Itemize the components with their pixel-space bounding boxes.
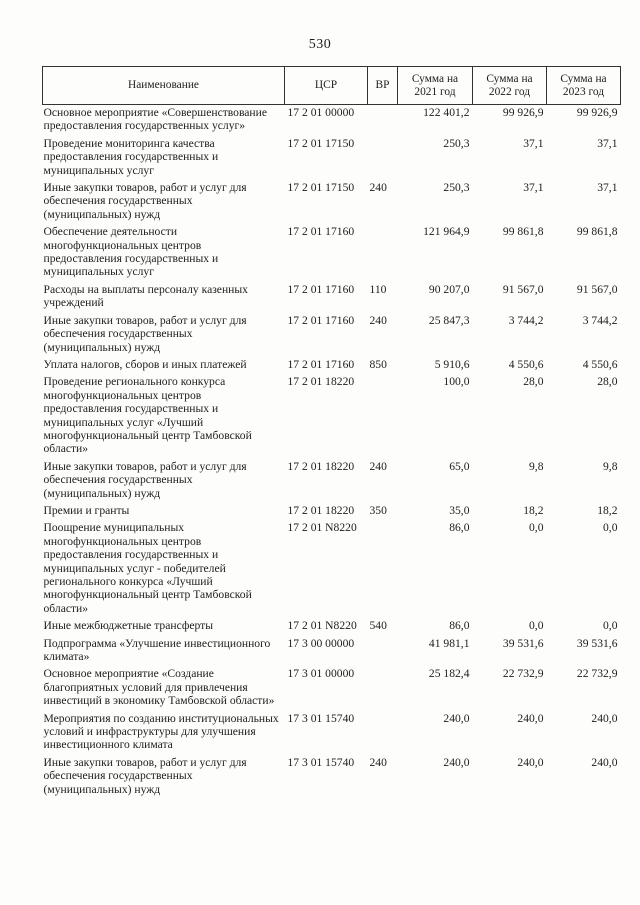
row-2021-amount: 65,0 (449, 459, 470, 473)
row-name: Премии и гранты (43, 503, 130, 517)
table-row (43, 708, 621, 752)
row-csr: 17 2 01 18220 (287, 459, 355, 473)
row-name: Иные закупки товаров, работ и услуг для обеспечения государственных (муниципальных) нужд (43, 181, 247, 221)
row-csr: 17 3 01 15740 (287, 755, 355, 769)
row-csr: 17 2 01 N8220 (287, 521, 357, 535)
row-csr: 17 2 01 17160 (287, 282, 355, 296)
row-2023-amount: 3 744,2 (582, 313, 618, 327)
row-2021-amount: 250,3 (443, 136, 470, 150)
row-2021-amount: 35,0 (449, 503, 470, 517)
row-2021-amount: 100,0 (443, 375, 470, 389)
row-csr: 17 2 01 N8220 (287, 619, 357, 633)
row-2022-amount: 37,1 (523, 181, 544, 195)
row-2022-amount: 28,0 (523, 375, 544, 389)
row-name: Уплата налогов, сборов и иных платежей (43, 357, 247, 371)
row-2023-amount: 240,0 (591, 755, 618, 769)
row-name: Основное мероприятие «Создание благоприятных условий для привлечения инвестиций в экономику Тамбовской области» (43, 667, 275, 708)
row-vr: 850 (369, 357, 387, 371)
row-vr (368, 663, 398, 707)
row-2021-amount: 121 964,9 (423, 225, 470, 239)
row-vr (368, 105, 398, 133)
row-2023-amount: 22 732,9 (576, 667, 618, 681)
row-2023-amount: 240,0 (591, 711, 618, 725)
table-row (43, 517, 621, 615)
row-2023-amount: 37,1 (597, 181, 618, 195)
row-2021-amount: 240,0 (443, 711, 470, 725)
table-row (43, 663, 621, 707)
row-vr (368, 633, 398, 664)
table-row (43, 500, 621, 517)
row-2022-amount: 39 531,6 (502, 636, 544, 650)
row-2021-amount: 5 910,6 (434, 357, 470, 371)
row-2022-amount: 99 861,8 (502, 225, 544, 239)
row-2022-amount: 3 744,2 (508, 313, 544, 327)
row-2022-amount: 22 732,9 (502, 667, 544, 681)
row-2023-amount: 4 550,6 (582, 357, 618, 371)
row-csr: 17 2 01 00000 (287, 106, 355, 119)
header-2021 (398, 67, 473, 105)
row-2021-amount: 240,0 (443, 755, 470, 769)
row-vr (368, 133, 398, 177)
row-2023-amount: 28,0 (597, 375, 618, 389)
row-vr: 350 (369, 503, 387, 517)
row-2023-amount: 0,0 (603, 619, 618, 633)
row-csr: 17 2 01 17160 (287, 225, 355, 239)
row-2022-amount: 240,0 (517, 755, 544, 769)
header-2022-line2: 2022 год (488, 85, 531, 98)
row-csr: 17 3 01 00000 (287, 667, 355, 681)
row-vr: 240 (369, 313, 387, 327)
row-vr: 240 (369, 459, 387, 473)
row-name: Поощрение муниципальных многофункциональных центров предоставления государственных и муниципальных услуг - победителей регионального конкурса «Лучший многофункциональный центр Тамбовской области» (43, 521, 252, 615)
row-2021-amount: 25 847,3 (428, 313, 470, 327)
row-vr (368, 517, 398, 615)
budget-table (42, 66, 621, 796)
table-header (43, 67, 621, 105)
row-csr: 17 2 01 18220 (287, 375, 355, 389)
table-row (43, 371, 621, 455)
row-vr: 110 (369, 282, 387, 296)
row-vr (368, 708, 398, 752)
row-2022-amount: 99 926,9 (502, 106, 544, 119)
row-csr: 17 2 01 17150 (287, 136, 355, 150)
table-row (43, 279, 621, 310)
header-name: Наименование (43, 67, 285, 105)
row-name: Иные закупки товаров, работ и услуг для обеспечения государственных (муниципальных) нужд (43, 459, 247, 500)
row-2021-amount: 86,0 (449, 619, 470, 633)
row-2022-amount: 0,0 (529, 521, 544, 535)
header-2021-line1: Сумма на (411, 72, 459, 85)
row-2021-amount: 41 981,1 (428, 636, 470, 650)
row-name: Основное мероприятие «Совершенствование предоставления государственных услуг» (43, 106, 267, 133)
row-2022-amount: 240,0 (517, 711, 544, 725)
row-csr: 17 2 01 17150 (287, 181, 355, 195)
row-2021-amount: 25 182,4 (428, 667, 470, 681)
header-2023-line2: 2023 год (562, 85, 605, 98)
row-2023-amount: 0,0 (603, 521, 618, 535)
row-2022-amount: 91 567,0 (502, 282, 544, 296)
row-csr: 17 2 01 17160 (287, 313, 355, 327)
row-2023-amount: 9,8 (603, 459, 618, 473)
row-name: Проведение мониторинга качества предоставления государственных и муниципальных услуг (43, 136, 219, 177)
table-row (43, 105, 621, 133)
row-2022-amount: 18,2 (523, 503, 544, 517)
row-name: Проведение регионального конкурса многофункциональных центров предоставления государственных и муниципальных услуг «Лучший многофункциональный центр Тамбовской области» (43, 375, 252, 456)
row-2022-amount: 4 550,6 (508, 357, 544, 371)
row-2022-amount: 9,8 (529, 459, 544, 473)
row-2021-amount: 250,3 (443, 181, 470, 195)
row-2023-amount: 99 926,9 (576, 106, 618, 119)
table-row (43, 221, 621, 279)
row-csr: 17 2 01 18220 (287, 503, 355, 517)
row-name: Иные межбюджетные трансферты (43, 619, 214, 633)
table-row (43, 133, 621, 177)
row-vr (368, 371, 398, 455)
row-name: Мероприятия по созданию институциональных условий и инфраструктуры для улучшения инвестиционного климата (43, 711, 279, 752)
row-vr: 240 (369, 181, 387, 195)
row-name: Обеспечение деятельности многофункциональных центров предоставления государственных и муниципальных услуг (43, 225, 219, 279)
row-2021-amount: 122 401,2 (423, 106, 470, 119)
header-2023 (547, 67, 621, 105)
row-2021-amount: 90 207,0 (428, 282, 470, 296)
table-row (43, 456, 621, 500)
table-row (43, 615, 621, 632)
row-2023-amount: 99 861,8 (576, 225, 618, 239)
row-vr: 240 (369, 755, 387, 769)
row-name: Иные закупки товаров, работ и услуг для обеспечения государственных (муниципальных) нужд (43, 313, 247, 354)
row-csr: 17 3 01 15740 (287, 711, 355, 725)
header-2022 (473, 67, 547, 105)
row-name: Иные закупки товаров, работ и услуг для обеспечения государственных (муниципальных) нужд (43, 755, 247, 796)
row-name: Расходы на выплаты персоналу казенных учреждений (43, 282, 248, 310)
row-vr (368, 221, 398, 279)
budget-table-container (42, 66, 620, 796)
row-csr: 17 3 00 00000 (287, 636, 355, 650)
row-csr: 17 2 01 17160 (287, 357, 355, 371)
row-2023-amount: 91 567,0 (576, 282, 618, 296)
row-2022-amount: 0,0 (529, 619, 544, 633)
row-2023-amount: 39 531,6 (576, 636, 618, 650)
row-2023-amount: 18,2 (597, 503, 618, 517)
table-row (43, 633, 621, 664)
table-row (43, 310, 621, 354)
header-2023-line1: Сумма на (560, 72, 607, 85)
table-row (43, 177, 621, 221)
row-name: Подпрограмма «Улучшение инвестиционного климата» (43, 636, 271, 664)
header-2022-line1: Сумма на (486, 72, 533, 85)
row-vr: 540 (369, 619, 387, 633)
header-vr: ВР (368, 67, 398, 105)
table-body (43, 105, 621, 797)
header-2021-line2: 2021 год (414, 85, 456, 98)
row-2022-amount: 37,1 (523, 136, 544, 150)
row-2023-amount: 37,1 (597, 136, 618, 150)
row-2021-amount: 86,0 (449, 521, 470, 535)
header-csr: ЦСР (285, 67, 368, 105)
page-number: 530 (308, 37, 332, 52)
table-row (43, 752, 621, 796)
table-row (43, 354, 621, 371)
